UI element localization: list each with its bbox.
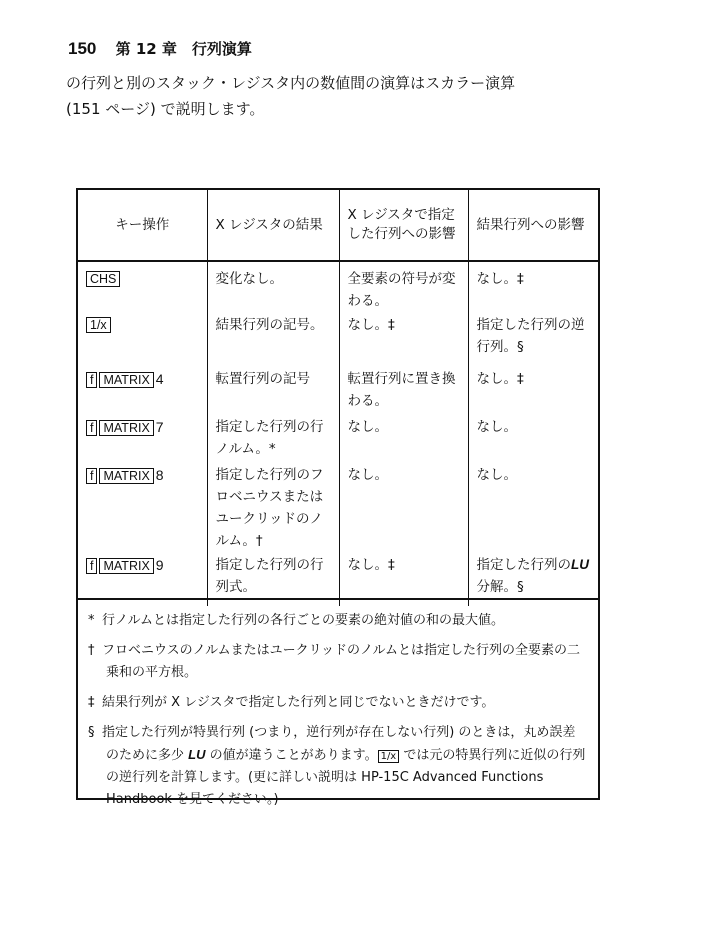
footnote [88,610,588,632]
key-chs: CHS [86,271,120,287]
key-digit: 7 [155,419,164,435]
key-cell [78,414,207,462]
table-row [78,312,598,366]
intro-paragraph [66,70,626,122]
designated-cell: なし。‡ [339,312,468,366]
key-cell [78,366,207,414]
table-row [78,462,598,552]
footnote [88,692,588,714]
key-cell [78,462,207,552]
col-header-key: キー操作 [78,190,207,261]
lu-label: LU [188,747,206,762]
designated-cell: なし。 [339,414,468,462]
intro-line-2: (151 ページ) で説明します。 [66,100,265,118]
designated-cell: 転置行列に置き換わる。 [339,366,468,414]
key-matrix: MATRIX [99,558,153,574]
key-cell [78,312,207,366]
footnote-symbol: † [88,643,95,658]
table-row [78,414,598,462]
operations-table [78,190,598,606]
footnote [88,722,588,811]
key-f: f [86,558,97,574]
key-f: f [86,468,97,484]
key-reciprocal: 1/x [86,317,111,333]
footnote-text-a: 指定した行列が特異行列 (つまり，逆行列が存在しない行列) のときは，丸め誤差のために多少 [102,725,576,763]
key-digit: 8 [155,467,164,483]
col-header-result-matrix: 結果行列への影響 [468,190,598,261]
key-matrix: MATRIX [99,468,153,484]
designated-cell: なし。 [339,462,468,552]
key-cell [78,261,207,312]
key-reciprocal: 1/x [378,750,400,763]
footnote-text: 結果行列が X レジスタで指定した行列と同じでないときだけです。 [102,695,495,710]
key-matrix: MATRIX [99,372,153,388]
x-result-cell: 指定した行列の行ノルム。* [207,414,339,462]
result-matrix-cell: なし。‡ [476,271,524,287]
lu-prefix: 指定した行列の [476,557,571,573]
designated-cell: なし。‡ [339,552,468,606]
intro-line-1: の行列と別のスタック・レジスタ内の数値間の演算はスカラー演算 [66,74,516,92]
footnote-text: 行ノルムとは指定した行列の各行ごとの要素の絶対値の和の最大値。 [102,613,504,628]
key-matrix: MATRIX [99,420,153,436]
lu-label: LU [571,557,589,572]
col-header-x-result: X レジスタの結果 [207,190,339,261]
footnote-symbol: * [88,613,95,628]
result-matrix-cell: なし。‡ [476,371,524,387]
page-header [68,38,252,59]
footnote-symbol: § [88,725,95,740]
footnote-symbol: ‡ [88,695,95,710]
page-number: 150 [68,39,97,58]
table-row [78,366,598,414]
footnote-text-b: の値が違うことがあります。 [205,748,378,763]
footnote [88,640,588,684]
result-matrix-cell: 指定した行列の逆行列。§ [476,317,585,355]
result-matrix-cell: なし。 [476,467,517,483]
key-f: f [86,372,97,388]
footnote-text: フロベニウスのノルムまたはユークリッドのノルムとは指定した行列の全要素の二乗和の平方根。 [102,643,581,680]
operations-box [76,188,600,807]
x-result-cell: 転置行列の記号 [207,366,339,414]
footnote-text-c: では元の特異行列に近似の行列の逆行列を計算します。(更に詳しい説明は HP-15C Advanced Functions Handbook を見てください。) [106,748,586,807]
designated-cell: 全要素の符号が変わる。 [339,261,468,312]
result-matrix-cell: なし。 [476,419,517,435]
lu-suffix: 分解。§ [476,579,524,595]
col-header-designated: X レジスタで指定した行列への影響 [339,190,468,261]
x-result-cell: 指定した行列のフロベニウスまたはユークリッドのノルム。† [207,462,339,552]
x-result-cell: 結果行列の記号。 [207,312,339,366]
table-header-row [78,190,598,261]
key-digit: 9 [155,557,164,573]
key-f: f [86,420,97,436]
x-result-cell: 指定した行列の行列式。 [207,552,339,606]
footnotes [78,598,598,819]
chapter-title: 第 12 章 行列演算 [115,40,252,58]
x-result-cell: 変化なし。 [207,261,339,312]
table-row [78,261,598,312]
key-digit: 4 [155,371,164,387]
